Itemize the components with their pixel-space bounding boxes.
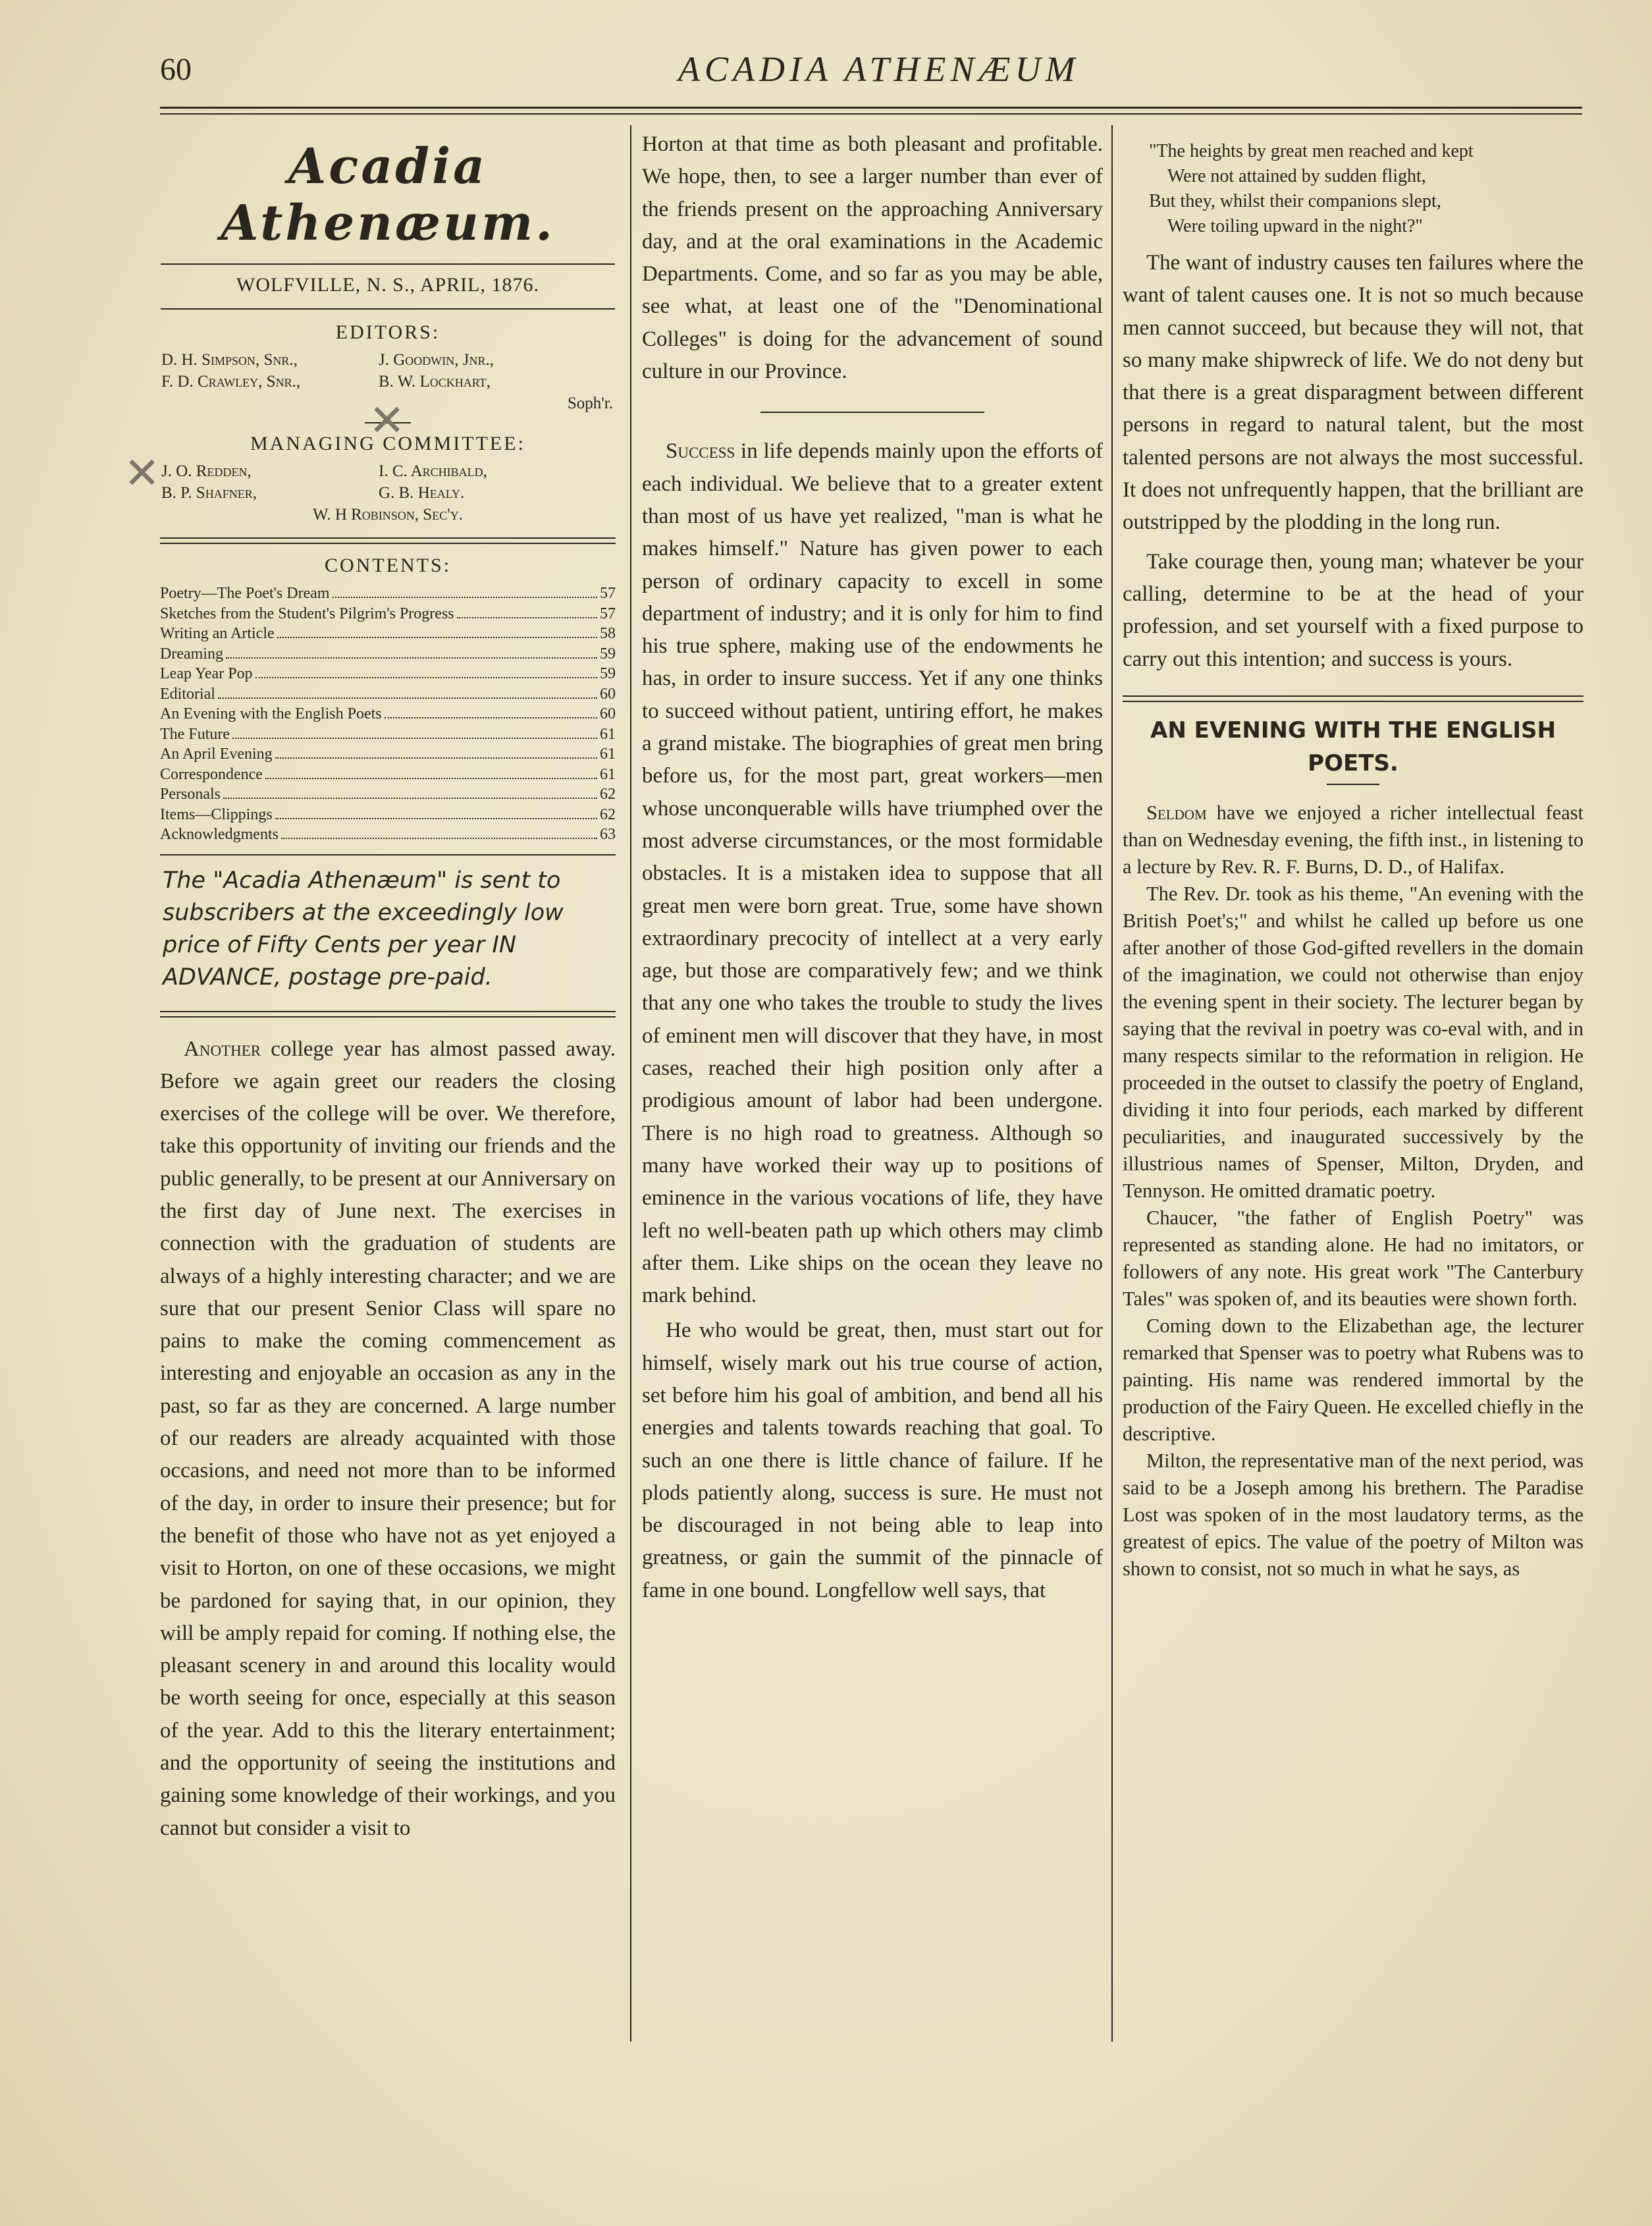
column-one (160, 125, 616, 1845)
contents-rule (160, 854, 616, 855)
contents-item: Personals 62 (160, 786, 616, 803)
article-paragraph: The Rev. Dr. took as his theme, "An evening with the British Poet's;" and whilst he called up before us one after another of those God-gifted revellers in the domain of the imagination, we could not otherwise than enjoy the evening spent in their society. The lecturer began by saying that the revival in poetry was co-eval with, and in many respects similar to the reformation in religion. He proceeded in the outset to classify the poetry of England, dividing it into four periods, each marked by different peculiarities, and inaugurated successively by the illustrious names of Spenser, Milton, Dryden, and Tennyson. He omitted dramatic poetry. (1123, 882, 1584, 1202)
dateline-rule (161, 308, 615, 310)
committee-name: J. O. Redden, (161, 462, 252, 480)
contents-label: CONTENTS: (325, 555, 451, 576)
success-essay-continued (1123, 247, 1584, 676)
article-paragraph: Seldom have we enjoyed a richer intellectual feast than on Wednesday evening, the fifth inst., in listening to a lecture by Rev. R. F. Burns, D. D., of Halifax. (1123, 801, 1584, 878)
running-title: ACADIA ATHENÆUM (678, 49, 1080, 89)
secretary-name: W. H Robinson, Sec'y. (313, 506, 463, 524)
committee-rule-thin (160, 543, 616, 544)
contents-item: Writing an Article 58 (160, 625, 616, 642)
article-heading-rule (1327, 784, 1379, 785)
editor-name: D. H. Simpson, Snr., (161, 351, 298, 369)
success-essay (642, 435, 1103, 1607)
header-rule-thin (160, 113, 1582, 115)
contents-item: Dreaming 59 (160, 645, 616, 663)
dateline: WOLFVILLE, N. S., APRIL, 1876. (236, 274, 539, 296)
editorial-divider (760, 412, 984, 413)
article-paragraph: Chaucer, "the father of English Poetry" was represented as standing alone. He had no imitators, or followers of any note. His great work "The Canterbury Tales" was spoken of, and its beauties were shown forth. (1123, 1206, 1584, 1310)
masthead-rule (161, 263, 615, 265)
committee-rule (160, 537, 616, 539)
column-two (642, 128, 1103, 1607)
editorial-paragraph: He who would be great, then, must start out for himself, wisely mark out his true course of action, set before him his goal of ambition, and bend all his energies and talents towards reaching that goal. To such an one there is little chance of failure. If he plods patiently along, success is sure. He must not be discouraged in not being able to leap into greatness, or gain the summit of the pinnacle of fame in one bound. Longfellow well says, that (642, 1318, 1103, 1602)
column-three (1123, 135, 1584, 1583)
editor-name: B. W. Lockhart, (379, 373, 491, 391)
editor-name: F. D. Crawley, Snr., (161, 373, 301, 391)
pencil-mark: ✕ (124, 448, 161, 499)
contents-item: Items—Clippings 62 (160, 805, 616, 823)
article-heading: AN EVENING WITH THE ENGLISH POETS. (1150, 717, 1556, 776)
article-rule-thin (1123, 701, 1584, 702)
subscription-notice: The "Acadia Athenæum" is sent to subscribers at the exceedingly low price of Fifty Cents per year IN ADVANCE, postage pre-paid. (163, 867, 564, 991)
contents-item: Editorial 60 (160, 685, 616, 703)
committee-name: I. C. Archibald, (379, 462, 487, 480)
committee-label: MANAGING COMMITTEE: (250, 433, 525, 454)
editorial-paragraph: Another college year has almost passed away. Before we again greet our readers the closing exercises of the college will be over. We therefore, take this opportunity of inviting our friends and the public generally, to be present at our Anniversary on the first day of June next. The exercises in connection with the graduation of students are always of a highly interesting character; and we are sure that our present Senior Class will spare no pains to make the coming commencement as interesting and enjoyable an occasion as any in the past, so far as they are concerned. A large number of our readers are already acquainted with those occasions, and need not more than to be informed of the day, in order to insure their presence; but for the benefit of those who have not as yet enjoyed a visit to Horton, on one of these occasions, we might be pardoned for saying that, in our opinion, they will be amply repaid for coming. If nothing else, the pleasant scenery in and around this locality would be worth seeing for once, especially at this season of the year. Add to this the literary entertainment; and the opportunity of seeing the institutions and gaining some knowledge of their workings, and you cannot but consider a visit to (160, 1037, 616, 1840)
header-rule (160, 107, 1582, 109)
column-divider-left (630, 125, 631, 2042)
notice-rule-thin (160, 1016, 616, 1018)
pencil-mark: ✕ (369, 395, 406, 446)
page-number: 60 (160, 52, 192, 87)
longfellow-quote: "The heights by great men reached and kept Were not attained by sudden flight, But they, whilst their companions slept, Were toiling upward in the night?" (1149, 141, 1474, 236)
editorial-paragraph: Take courage then, young man; whatever be your calling, determine to be at the head of your profession, and set yourself with a fixed purpose to carry out this intention; and success is yours. (1123, 549, 1584, 671)
committee-list (160, 460, 616, 526)
masthead-title: Acadia Athenæum. (221, 138, 555, 252)
editorial-paragraph: The want of industry causes ten failures where the want of talent causes one. It is not so much because men cannot succeed, but because they will not, that so many make shipwreck of life. We do not deny but that there is a great disparagment between different persons in regard to natural talent, but the most talented persons are not always the most successful. It does not unfrequently happen, that the brilliant are outstripped by the plodding in the long run. (1123, 251, 1584, 535)
editorial-paragraph: Horton at that time as both pleasant and profitable. We hope, then, to see a larger number than ever of the friends present on the approaching Anniversary day, and at the oral examinations in the Academic Departments. Come, and so far as you may be able, see what, at least one of the "Denominational Colleges" is doing for the advancement of sound culture in our Province. (642, 132, 1103, 384)
contents-item: An April Evening 61 (160, 746, 616, 763)
notice-rule (160, 1011, 616, 1012)
contents-item: Correspondence 61 (160, 765, 616, 783)
editor-class: Soph'r. (567, 394, 613, 412)
editor-name: J. Goodwin, Jnr., (379, 351, 494, 369)
contents-item: Poetry—The Poet's Dream 57 (160, 585, 616, 602)
article-paragraph: Milton, the representative man of the next period, was said to be a Joseph among his brethern. The Paradise Lost was spoken of in the most laudatory terms, as the greatest of epics. The value of the poetry of Milton was shown to consist, not so much in what he says, as (1123, 1449, 1584, 1580)
committee-name: G. B. Healy. (379, 484, 465, 502)
contents-item: Leap Year Pop 59 (160, 665, 616, 682)
editorial-paragraph: Success in life depends mainly upon the efforts of each individual. We believe that to a greater extent than most of us have yet realized, "man is what he makes himself." Nature has given power to each person of ordinary capacity to excell in some department of industry; and it is only for him to find his true sphere, making use of the endowments he has, in order to insure success. Yet if any one thinks to succeed without patient, untiring effort, he makes a grand mistake. The biographies of great men bring before us, for the most part, great workers—men whose unconquerable wills have triumphed over the most adverse circumstances, or the most formidable obstacles. It is a mistaken idea to suppose that all great men were born great. True, some have shown extraordinary precocity of intellect at a very early age, but those are comparatively few; and we think that any one who takes the trouble to study the lives of eminent men will discover that they have, in most cases, reached their high position only after a prodigious amount of labor had been undergone. There is no high road to greatness. Although so many have worked their way up to positions of eminence in the various vocations of life, they have left no well-beaten path up which others may climb after them. Like ships on the ocean they leave no mark behind. (642, 439, 1103, 1308)
editorial-continued (642, 128, 1103, 388)
column-divider-right (1111, 125, 1113, 2042)
contents-item: Sketches from the Student's Pilgrim's Progress 57 (160, 605, 616, 622)
contents-item: An Evening with the English Poets 60 (160, 705, 616, 722)
contents-item: Acknowledgments 63 (160, 826, 616, 843)
article-paragraph: Coming down to the Elizabethan age, the lecturer remarked that Spenser was to poetry what Rubens was to painting. His name was rendered immortal by the production of the Fairy Queen. He excelled chiefly in the descriptive. (1123, 1314, 1584, 1445)
article-text (1123, 800, 1584, 1583)
editors-label: EDITORS: (335, 321, 440, 343)
article-rule (1123, 695, 1584, 697)
committee-name: B. P. Shafner, (161, 484, 257, 502)
editorial-text (160, 1033, 616, 1845)
contents-item: The Future 61 (160, 725, 616, 743)
contents-list (160, 584, 616, 845)
